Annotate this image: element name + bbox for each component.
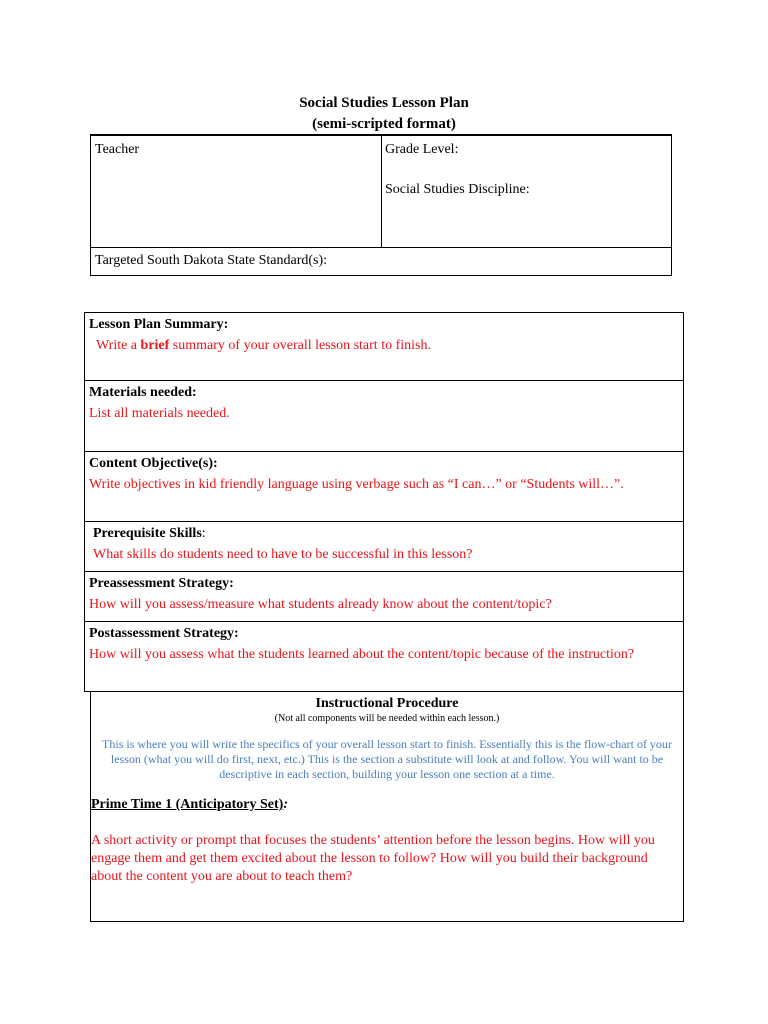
- grade-level-field[interactable]: Grade Level:: [385, 142, 459, 157]
- header-table: [90, 134, 672, 276]
- postassessment-heading: Postassessment Strategy:: [89, 626, 239, 641]
- objectives-heading: Content Objective(s):: [89, 456, 218, 471]
- prime-time-body: A short activity or prompt that focuses the students’ attention before the lesson begins. How will you engage them and get them excited about the lesson to follow? How will you build their background about the content you are about to teach them?: [91, 833, 655, 884]
- objectives-section[interactable]: [84, 451, 684, 522]
- table-divider-horizontal: [91, 247, 671, 248]
- prerequisites-prompt: What skills do students need to have to be successful in this lesson?: [93, 547, 473, 562]
- standards-field[interactable]: Targeted South Dakota State Standard(s):: [95, 253, 328, 268]
- preassessment-section[interactable]: [84, 571, 684, 622]
- preassessment-prompt: How will you assess/measure what students already know about the content/topic?: [89, 597, 552, 612]
- preassessment-heading: Preassessment Strategy:: [89, 576, 234, 591]
- summary-prompt: Write a brief summary of your overall lesson start to finish.: [96, 338, 431, 353]
- table-divider-vertical: [381, 136, 382, 247]
- materials-heading: Materials needed:: [89, 385, 197, 400]
- summary-section[interactable]: [84, 312, 684, 381]
- teacher-field[interactable]: Teacher: [95, 142, 140, 157]
- instructional-procedure-section[interactable]: [90, 691, 684, 922]
- document-title: Social Studies Lesson Plan: [299, 95, 469, 111]
- materials-prompt: List all materials needed.: [89, 406, 230, 421]
- procedure-heading: Instructional Procedure: [315, 696, 459, 711]
- prerequisites-heading: Prerequisite Skills:: [93, 526, 206, 541]
- procedure-note: (Not all components will be needed within each lesson.): [274, 713, 500, 724]
- materials-section[interactable]: [84, 380, 684, 452]
- procedure-description: This is where you will write the specifics of your overall lesson start to finish. Essentially this is the flow-chart of your lesson (what you will do first, next, etc.) This is the section a substitute will look at and follow. You will want to be descriptive in each section, building your lesson one section at a time.: [102, 737, 672, 781]
- summary-heading: Lesson Plan Summary:: [89, 317, 229, 332]
- prerequisites-section[interactable]: [84, 521, 684, 572]
- postassessment-section[interactable]: [84, 621, 684, 692]
- document-subtitle: (semi-scripted format): [312, 116, 456, 132]
- postassessment-prompt: How will you assess what the students learned about the content/topic because of the instruction?: [89, 647, 635, 662]
- objectives-prompt: Write objectives in kid friendly language using verbage such as “I can…” or “Students will…”.: [89, 477, 624, 492]
- discipline-field[interactable]: Social Studies Discipline:: [385, 182, 530, 197]
- prime-time-heading: Prime Time 1 (Anticipatory Set):: [91, 797, 289, 812]
